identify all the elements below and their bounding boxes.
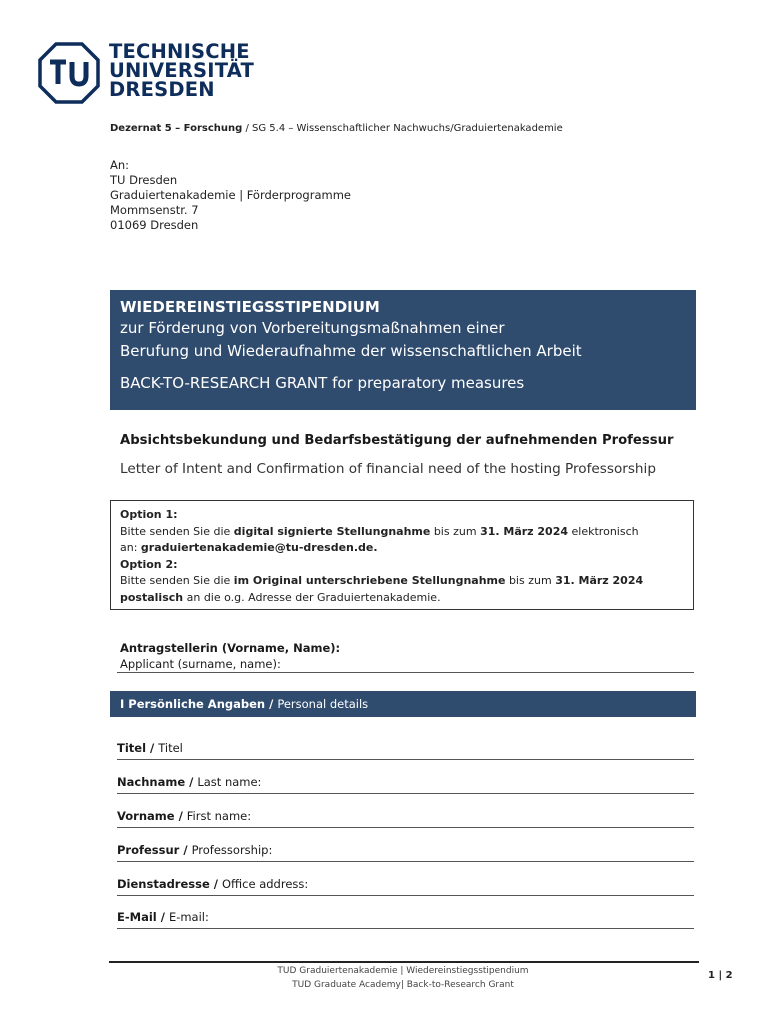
field-last-name[interactable]: Nachname / Last name:	[117, 775, 694, 794]
section-title-en: Personal details	[277, 697, 369, 711]
address-line: An:	[110, 158, 130, 172]
tu-dresden-emblem-icon	[38, 42, 100, 104]
logo-line-2: UNIVERSITÄT	[109, 59, 255, 82]
footer-divider	[109, 961, 699, 963]
section-title-de: I Persönliche Angaben /	[120, 697, 278, 711]
department-line	[110, 123, 563, 134]
option-2-text-cont: postalisch an die o.g. Adresse der Graduiertenakademie.	[120, 590, 441, 604]
applicant-input-line[interactable]	[117, 672, 694, 673]
title-subtitle-1: zur Förderung von Vorbereitungsmaßnahmen einer	[120, 319, 505, 337]
footer-text	[210, 964, 596, 992]
option-1-email-line: an: graduiertenakademie@tu-dresden.de.	[120, 541, 378, 554]
section-personal-details	[110, 691, 696, 717]
field-title[interactable]: Titel / Titel	[117, 741, 694, 760]
applicant-field[interactable]	[120, 640, 340, 672]
tu-dresden-logo	[38, 42, 254, 104]
field-office-address[interactable]: Dienstadresse / Office address:	[117, 877, 694, 896]
intent-heading-en: Letter of Intent and Confirmation of financial need of the hosting Professorship	[120, 461, 656, 477]
applicant-label-de: Antragstellerin (Vorname, Name):	[120, 641, 341, 655]
title-english: BACK-TO-RESEARCH GRANT for preparatory measures	[120, 374, 525, 392]
address-line: 01069 Dresden	[110, 218, 199, 232]
submission-options-box	[110, 500, 694, 610]
footer-line-2: TUD Graduate Academy| Back-to-Research Grant	[292, 980, 514, 990]
page-number: 1 | 2	[708, 970, 733, 981]
department-bold: Dezernat 5 – Forschung	[110, 123, 243, 134]
option-1-email: graduiertenakademie@tu-dresden.de.	[140, 541, 378, 554]
option-2-text: Bitte senden Sie die im Original unterschriebene Stellungnahme bis zum 31. März 2024	[120, 574, 644, 587]
logo-line-3: DRESDEN	[109, 78, 215, 101]
recipient-address	[110, 158, 351, 233]
applicant-label-en: Applicant (surname, name):	[120, 657, 281, 671]
field-first-name[interactable]: Vorname / First name:	[117, 809, 694, 828]
title-subtitle-2: Berufung und Wiederaufnahme der wissenschaftlichen Arbeit	[120, 342, 582, 360]
option-1-heading: Option 1:	[120, 508, 178, 521]
address-line: Graduiertenakademie | Förderprogramme	[110, 188, 351, 202]
field-email[interactable]: E-Mail / E-mail:	[117, 910, 694, 929]
address-line: TU Dresden	[110, 173, 178, 187]
option-2-heading: Option 2:	[120, 557, 178, 571]
address-line: Mommsenstr. 7	[110, 203, 199, 217]
field-professorship[interactable]: Professur / Professorship:	[117, 843, 694, 862]
intent-heading-de: Absichtsbekundung und Bedarfsbestätigung der aufnehmenden Professur	[120, 433, 674, 448]
logo-line-1: TECHNISCHE	[109, 40, 250, 63]
footer-line-1: TUD Graduiertenakademie | Wiedereinstiegsstipendium	[277, 966, 529, 976]
title-main: WIEDEREINSTIEGSSTIPENDIUM	[120, 298, 380, 316]
title-banner	[110, 290, 696, 410]
department-rest: / SG 5.4 – Wissenschaftlicher Nachwuchs/Graduiertenakademie	[242, 123, 563, 134]
option-1-text: Bitte senden Sie die digital signierte Stellungnahme bis zum 31. März 2024 elektronisch	[120, 524, 639, 538]
logo-wordmark	[109, 42, 254, 99]
